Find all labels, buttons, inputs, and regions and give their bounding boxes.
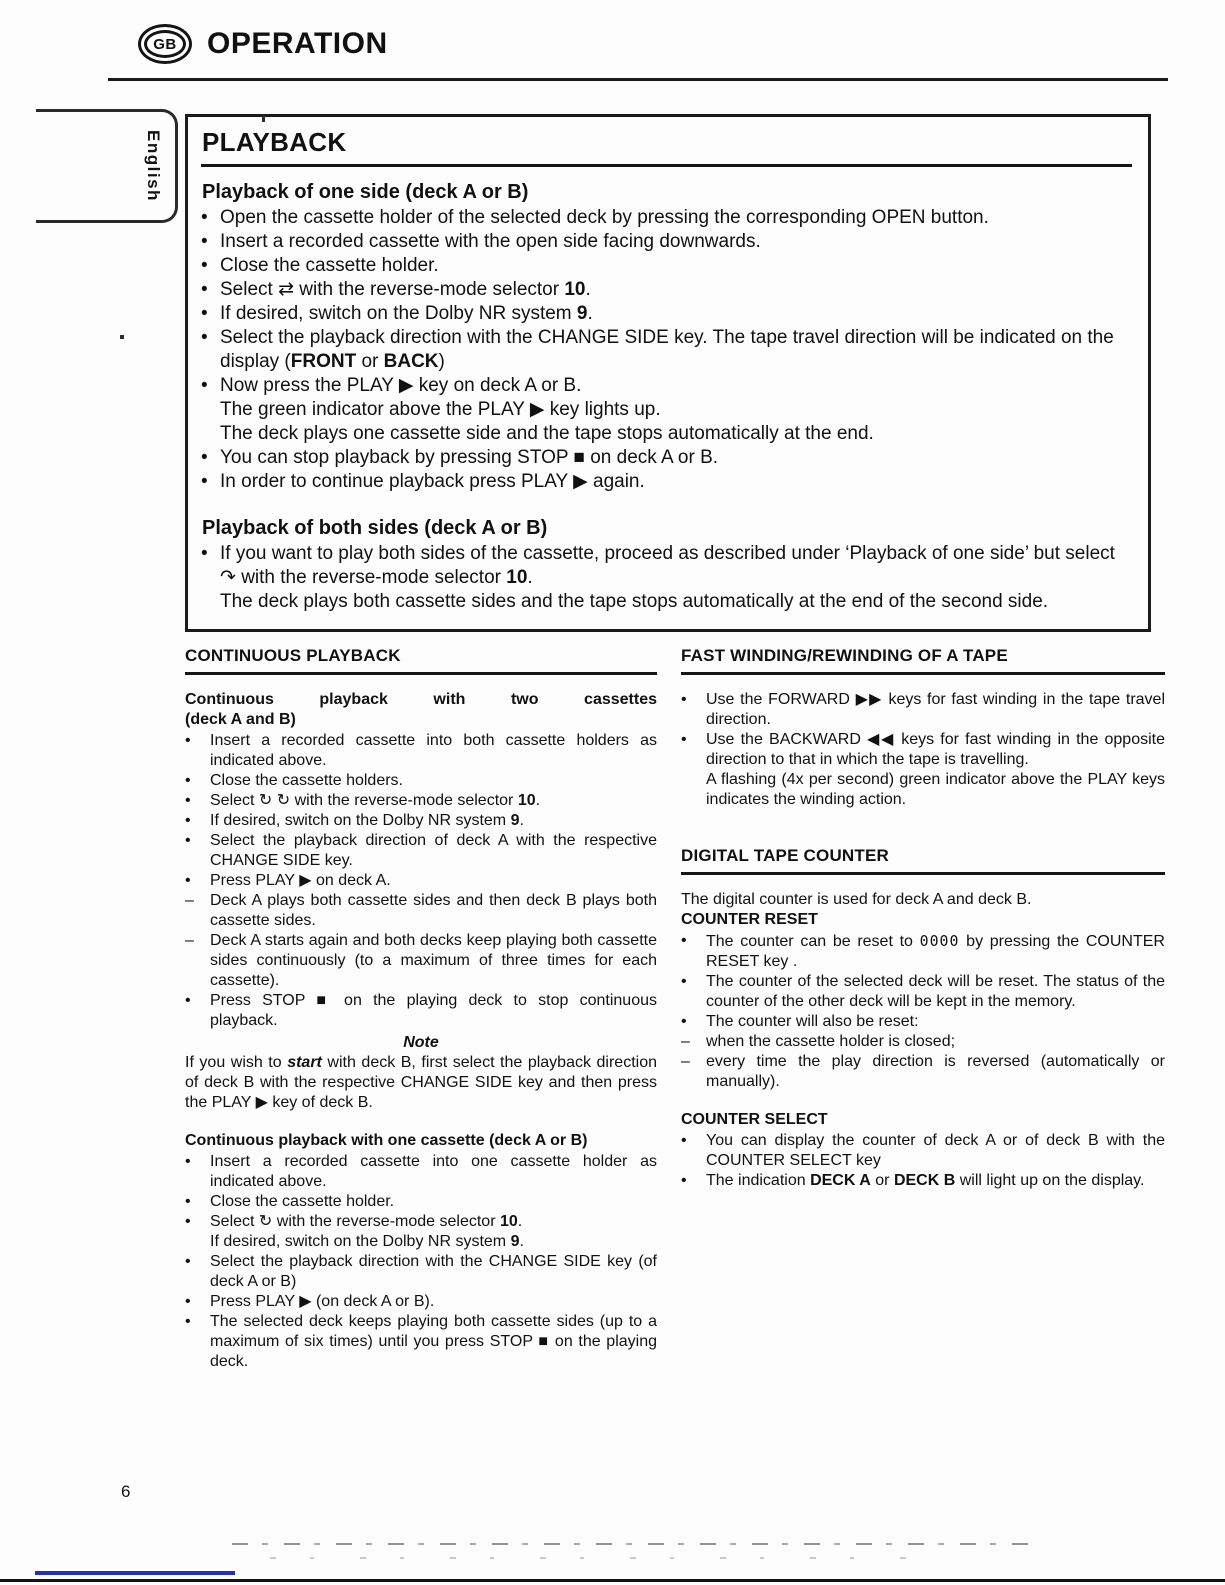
list-item-text: Deck A starts again and both decks keep playing both cassette sides continuously (to a maximum of three times for each cassette). [210,932,657,989]
list-item [201,398,1132,422]
counter-intro: The digital counter is used for deck A and deck B. [681,891,1032,908]
list-item-text: The indication DECK A or DECK B will light up on the display. [706,1172,1145,1189]
list-item-text: You can stop playback by pressing STOP ■ on deck A or B. [220,447,719,468]
list-item-text: Select ↻ ↻ with the reverse-mode selector 10. [210,792,541,809]
bullet-marker: • [681,731,687,748]
list-item-text: The counter of the selected deck will be reset. The status of the counter of the other deck will be kept in the memory. [706,973,1165,1010]
list-item [681,931,1165,972]
bullet-marker: – [185,892,194,909]
list-item [201,230,1132,254]
bullet-marker [201,422,220,446]
list-item-text: Select the playback direction with the CHANGE SIDE key (of deck A or B) [210,1253,657,1290]
subsection-heading: Playback of both sides (deck A or B) [202,517,548,539]
header-rule [108,78,1168,81]
list-item [185,731,657,771]
bullet-marker: • [185,872,191,889]
list-item [185,1152,657,1192]
list-item-text: Insert a recorded cassette with the open side facing downwards. [220,231,761,252]
list-item-text: Select the playback direction of deck A with the respective CHANGE SIDE key. [210,832,657,869]
bullet-marker [185,1232,210,1252]
bullet-marker [201,590,220,614]
bullet-marker: • [681,973,687,990]
bullet-marker: • [185,832,191,849]
list-item [185,771,657,791]
list-item [201,446,1132,470]
list-item-text: The counter can be reset to 0000 by pressing the COUNTER RESET key . [706,932,1165,970]
section-heading: FAST WINDING/REWINDING OF A TAPE [681,646,1008,665]
bullet-list [681,690,1165,810]
list-item [201,470,1132,494]
bullet-list [185,731,657,1031]
list-item [201,254,1132,278]
list-item-text: The counter will also be reset: [706,1013,919,1030]
spacer [201,494,1132,516]
bullet-marker: • [185,1153,191,1170]
bullet-marker: • [185,1193,191,1210]
subsection-heading: Playback of one side (deck A or B) [202,181,529,203]
bullet-marker: • [185,732,191,749]
list-item-text: If desired, switch on the Dolby NR system 9. [210,812,524,829]
bullet-list [681,931,1165,1092]
bullet-marker: • [185,772,191,789]
list-item-text: Deck A plays both cassette sides and then deck B plays both cassette sides. [210,892,657,929]
list-item-text: The deck plays one cassette side and the tape stops automatically at the end. [220,423,874,444]
language-tab-label: English [144,130,163,202]
list-item [185,1192,657,1212]
bullet-marker: – [185,932,194,949]
section-heading-rule [681,872,1165,875]
list-item-text: Use the FORWARD ▶▶ keys for fast winding in the tape travel direction. [706,691,1165,728]
list-item [185,891,657,931]
left-column [185,643,657,1372]
bullet-marker: • [185,812,191,829]
list-item [201,542,1132,590]
list-item [201,590,1132,614]
list-item [185,1252,657,1292]
list-item [201,422,1132,446]
list-item-text: Open the cassette holder of the selected deck by pressing the corresponding OPEN button. [220,207,989,228]
list-item [185,991,657,1031]
list-item-text: The deck plays both cassette sides and the tape stops automatically at the end of the second side. [220,591,1049,612]
bullet-marker: • [681,1132,687,1149]
bullet-marker: • [201,231,208,252]
list-item [185,1232,657,1252]
list-item [681,730,1165,770]
page-header [138,24,388,64]
list-item-text: A flashing (4x per second) green indicator above the PLAY keys indicates the winding action. [706,771,1165,808]
list-item [681,1012,1165,1032]
bullet-list [201,542,1132,614]
bullet-marker: • [201,255,208,276]
list-item [185,791,657,811]
list-item-text: Close the cassette holder. [220,255,439,276]
bullet-marker: • [201,543,208,564]
list-item-text: Close the cassette holder. [210,1193,395,1210]
gb-badge-label: GB [144,30,186,58]
bullet-list [185,1152,657,1372]
scan-noise-line [270,1557,930,1559]
list-item-text: Press PLAY ▶ on deck A. [210,872,391,889]
list-item-text: Use the BACKWARD ◀◀ keys for fast winding in the opposite direction to that in which the tape is travelling. [706,731,1165,768]
list-item-text: If desired, switch on the Dolby NR system 9. [210,1233,524,1250]
subsection-heading: COUNTER SELECT [681,1111,828,1128]
scan-speck [262,115,265,122]
bullet-marker: • [201,279,208,300]
gb-badge-icon [138,24,192,64]
section-heading-rule [185,672,657,675]
bullet-marker: • [201,375,208,396]
bullet-marker: • [185,992,191,1009]
note-body: If you wish to start with deck B, first select the playback direction of deck B with the respective CHANGE SIDE key and then press the PLAY ▶ key of deck B. [185,1054,657,1111]
list-item [185,931,657,991]
bullet-marker: • [185,1213,191,1230]
bullet-marker: • [185,1293,191,1310]
right-column [681,643,1165,1191]
list-item [681,1032,1165,1052]
list-item [201,326,1132,374]
bullet-marker: – [681,1033,690,1050]
bullet-marker: • [201,207,208,228]
list-item [681,1131,1165,1171]
list-item [201,206,1132,230]
note-title: Note [403,1034,439,1051]
list-item-text: The green indicator above the PLAY ▶ key lights up. [220,399,661,420]
list-item [681,1052,1165,1092]
list-item [201,302,1132,326]
bullet-marker: • [681,932,687,949]
playback-title: PLAYBACK [202,127,347,157]
bullet-marker: • [681,691,687,708]
bullet-list [681,1131,1165,1191]
list-item-text: Now press the PLAY ▶ key on deck A or B. [220,375,582,396]
list-item-text: Insert a recorded cassette into one cassette holder as indicated above. [210,1153,657,1190]
list-item [681,1171,1165,1191]
section-heading: CONTINUOUS PLAYBACK [185,646,401,665]
page-number: 6 [121,1482,131,1501]
bullet-marker: • [185,1313,191,1330]
scan-speck [120,335,124,339]
blue-scan-line [35,1571,235,1575]
list-item [681,690,1165,730]
bullet-marker: • [185,1253,191,1270]
list-item [201,278,1132,302]
list-item-text: The selected deck keeps playing both cassette sides (up to a maximum of six times) until you press STOP ■ on the playing deck. [210,1313,657,1370]
bullet-marker [201,398,220,422]
list-item [185,871,657,891]
scan-noise-line [232,1543,1032,1545]
list-item-text: Select the playback direction with the CHANGE SIDE key. The tape travel direction will be indicated on the display (FRONT or BACK) [220,327,1114,372]
subsection-heading [185,690,657,730]
language-tab [36,109,178,223]
subsection-heading: Continuous playback with one cassette (deck A or B) [185,1132,588,1149]
list-item [681,770,1165,810]
bullet-marker: • [681,1172,687,1189]
section-heading: DIGITAL TAPE COUNTER [681,846,889,865]
list-item-text: Close the cassette holders. [210,772,403,789]
bullet-list [201,206,1132,494]
list-item-text: If you want to play both sides of the cassette, proceed as described under ‘Playback of one side’ but select ↷ with the reverse-mode selector 10. [220,543,1115,588]
page-title: OPERATION [207,27,388,60]
bullet-marker: • [681,1013,687,1030]
list-item-text: Press PLAY ▶ (on deck A or B). [210,1293,435,1310]
list-item-text: Select ↻ with the reverse-mode selector 10. [210,1213,523,1230]
list-item-text: Press STOP ■ on the playing deck to stop continuous playback. [210,992,657,1029]
bullet-marker: – [681,1053,690,1070]
subsection-heading-line2: (deck A and B) [185,711,296,728]
list-item-text: In order to continue playback press PLAY ▶ again. [220,471,645,492]
subsection-heading: COUNTER RESET [681,911,818,928]
page-bottom-edge [0,1579,1225,1582]
list-item-text: You can display the counter of deck A or of deck B with the COUNTER SELECT key [706,1132,1165,1169]
playback-title-rule [201,164,1132,167]
bullet-marker: • [185,792,191,809]
list-item-text: Insert a recorded cassette into both cassette holders as indicated above. [210,732,657,769]
bullet-marker [681,770,706,810]
list-item [201,374,1132,398]
bullet-marker: • [201,327,208,348]
section-heading-rule [681,672,1165,675]
bullet-marker: • [201,303,208,324]
list-item [185,1292,657,1312]
list-item [185,811,657,831]
list-item [185,1212,657,1232]
bullet-marker: • [201,471,208,492]
bullet-marker: • [201,447,208,468]
list-item [185,1312,657,1372]
list-item-text: Select ⇄ with the reverse-mode selector 10. [220,279,591,300]
list-item-text: when the cassette holder is closed; [706,1033,956,1050]
list-item-text: every time the play direction is reversed (automatically or manually). [706,1053,1165,1090]
playback-section-box [185,114,1151,632]
list-item-text: If desired, switch on the Dolby NR system 9. [220,303,593,324]
list-item [681,972,1165,1012]
list-item [185,831,657,871]
subsection-heading-line1: Continuous playback with two cassettes [185,691,657,708]
